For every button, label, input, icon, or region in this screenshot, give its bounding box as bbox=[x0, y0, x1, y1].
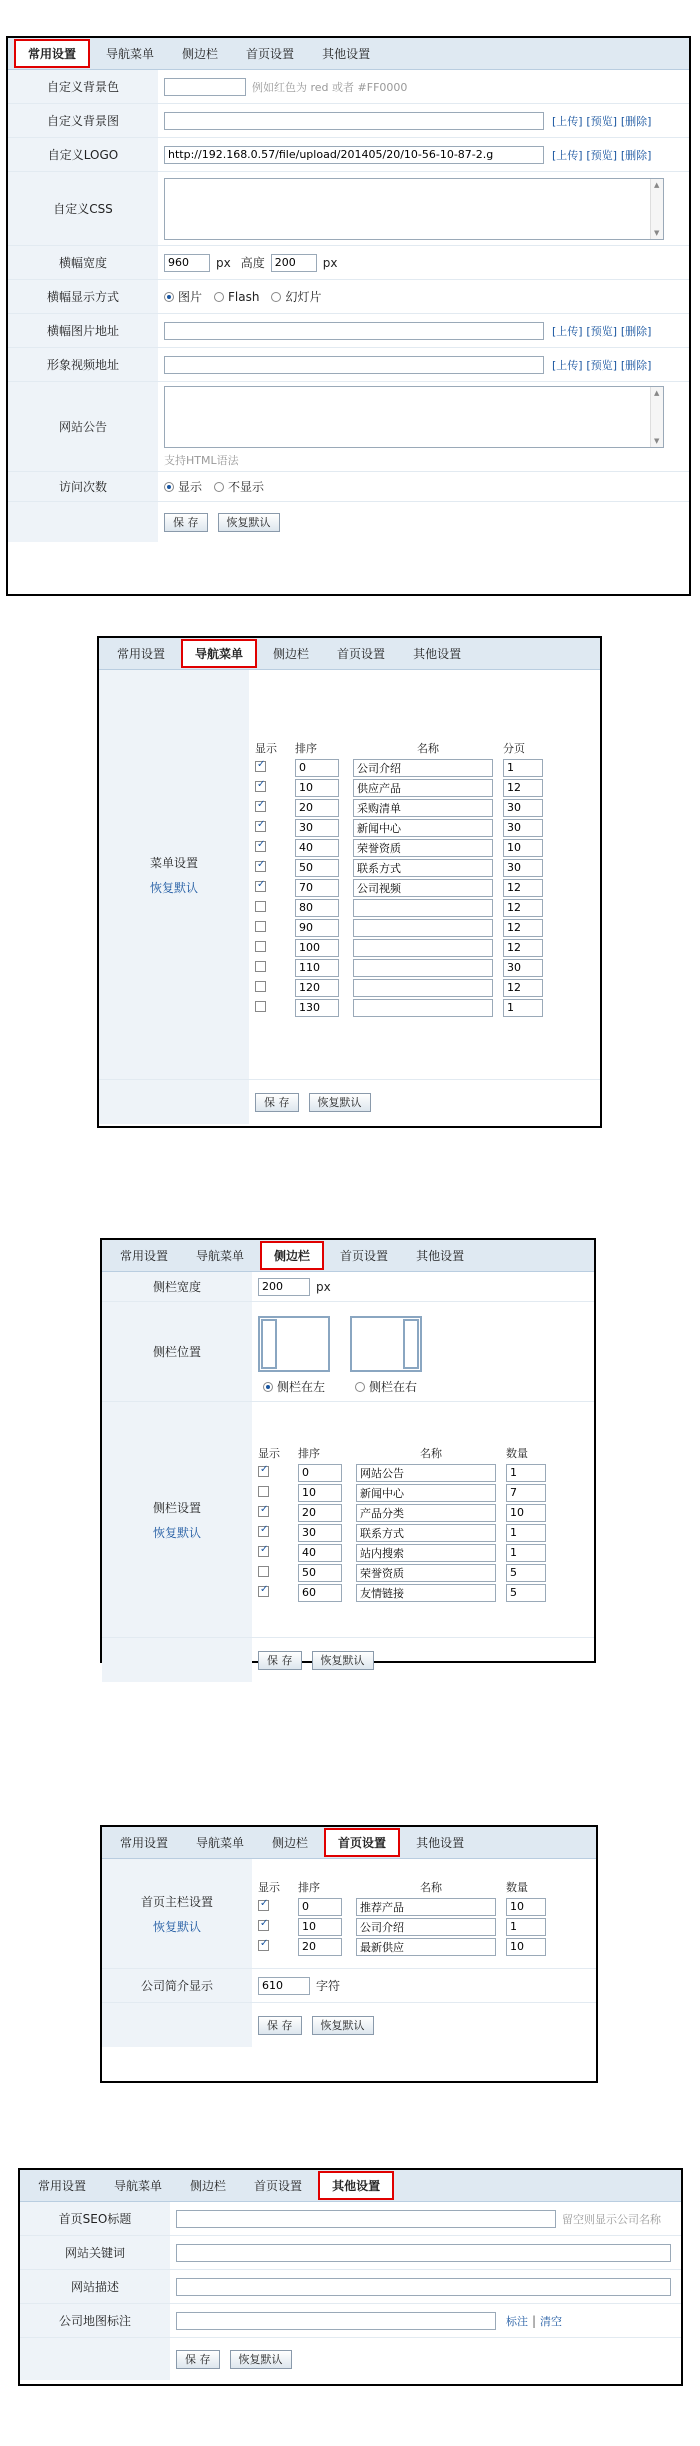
logo-input[interactable] bbox=[164, 146, 544, 164]
bg-color-input[interactable] bbox=[164, 78, 246, 96]
save-button[interactable]: 保 存 bbox=[176, 2350, 220, 2369]
logo-label: 自定义LOGO bbox=[8, 138, 158, 171]
row-seo-title bbox=[20, 2202, 681, 2236]
table-row bbox=[255, 978, 553, 998]
banner-width-label: 横幅宽度 bbox=[8, 246, 158, 279]
name-input[interactable] bbox=[356, 1544, 496, 1562]
tab-nav[interactable]: 导航菜单 bbox=[196, 1836, 245, 1850]
page-input[interactable] bbox=[503, 819, 543, 837]
table-row bbox=[258, 1937, 556, 1957]
home-restore-link[interactable]: 恢复默认 bbox=[152, 1919, 201, 1934]
row-banner-mode bbox=[8, 280, 689, 314]
seo-title-label: 首页SEO标题 bbox=[20, 2202, 170, 2235]
num-input[interactable] bbox=[506, 1524, 546, 1542]
row-notice bbox=[8, 382, 689, 472]
row-sidebar-width bbox=[102, 1272, 594, 1302]
name-input[interactable] bbox=[356, 1584, 496, 1602]
layout-left-sidebar-icon[interactable] bbox=[258, 1316, 330, 1372]
row-map bbox=[20, 2304, 681, 2338]
table-row bbox=[255, 938, 553, 958]
order-input[interactable] bbox=[295, 939, 339, 957]
tab-sidebar[interactable]: 侧边栏 bbox=[260, 1241, 324, 1270]
name-input[interactable] bbox=[356, 1464, 496, 1482]
col-order: 排序 bbox=[298, 1446, 320, 1460]
num-input[interactable] bbox=[506, 1464, 546, 1482]
name-input[interactable] bbox=[353, 939, 493, 957]
show-checkbox[interactable] bbox=[255, 901, 266, 912]
tab-nav[interactable]: 导航菜单 bbox=[181, 639, 257, 668]
row-css bbox=[8, 172, 689, 246]
row-bg-image bbox=[8, 104, 689, 138]
col-show: 显示 bbox=[258, 1880, 280, 1894]
bg-image-delete-link[interactable]: [删除] bbox=[620, 114, 652, 128]
intro-unit: 字符 bbox=[316, 1979, 341, 1993]
order-input[interactable] bbox=[298, 1898, 342, 1916]
restore-default-button[interactable]: 恢复默认 bbox=[230, 2350, 292, 2369]
num-input[interactable] bbox=[506, 1544, 546, 1562]
banner-url-label: 横幅图片地址 bbox=[8, 314, 158, 347]
page-input[interactable] bbox=[503, 879, 543, 897]
row-actions bbox=[8, 502, 689, 542]
tab-nav[interactable]: 导航菜单 bbox=[114, 2179, 163, 2193]
order-input[interactable] bbox=[295, 799, 339, 817]
tab-home[interactable]: 首页设置 bbox=[340, 1249, 389, 1263]
table-row bbox=[258, 1523, 556, 1543]
tab-bar bbox=[8, 38, 689, 70]
layout-right-sidebar-icon[interactable] bbox=[350, 1316, 422, 1372]
radio-empty-icon bbox=[214, 482, 224, 492]
name-input[interactable] bbox=[356, 1524, 496, 1542]
notice-textarea[interactable] bbox=[164, 386, 664, 448]
show-checkbox[interactable] bbox=[255, 941, 266, 952]
tab-other[interactable]: 其他设置 bbox=[318, 2171, 394, 2200]
restore-default-button[interactable]: 恢复默认 bbox=[312, 1651, 374, 1670]
tab-home[interactable]: 首页设置 bbox=[246, 47, 295, 61]
radio-empty-icon bbox=[271, 292, 281, 302]
video-delete-link[interactable]: [删除] bbox=[620, 358, 652, 372]
tab-common[interactable]: 常用设置 bbox=[14, 39, 90, 68]
radio-empty-icon bbox=[214, 292, 224, 302]
radio-selected-icon bbox=[263, 1382, 273, 1392]
map-label: 公司地图标注 bbox=[20, 2304, 170, 2337]
tab-nav[interactable]: 导航菜单 bbox=[196, 1249, 245, 1263]
menu-settings-label: 菜单设置 bbox=[149, 855, 198, 870]
restore-default-button[interactable]: 恢复默认 bbox=[312, 2016, 374, 2035]
num-input[interactable] bbox=[506, 1484, 546, 1502]
row-home-main bbox=[102, 1859, 596, 1969]
show-checkbox[interactable] bbox=[255, 881, 266, 892]
show-checkbox[interactable] bbox=[255, 861, 266, 872]
table-row bbox=[258, 1503, 556, 1523]
table-row bbox=[255, 798, 553, 818]
tab-home[interactable]: 首页设置 bbox=[254, 2179, 303, 2193]
show-checkbox[interactable] bbox=[255, 821, 266, 832]
banner-height-unit: px bbox=[322, 255, 338, 270]
sidebar-restore-link[interactable]: 恢复默认 bbox=[152, 1525, 201, 1540]
bg-color-label: 自定义背景色 bbox=[8, 70, 158, 103]
visits-hide-radio[interactable]: 不显示 bbox=[214, 478, 264, 495]
name-input[interactable] bbox=[353, 759, 493, 777]
map-separator: | bbox=[532, 2313, 537, 2328]
table-row bbox=[258, 1563, 556, 1583]
page-input[interactable] bbox=[503, 839, 543, 857]
row-keywords bbox=[20, 2236, 681, 2270]
video-url-input[interactable] bbox=[164, 356, 544, 374]
name-input[interactable] bbox=[353, 819, 493, 837]
order-input[interactable] bbox=[295, 999, 339, 1017]
tab-common[interactable]: 常用设置 bbox=[38, 2179, 87, 2193]
banner-url-input[interactable] bbox=[164, 322, 544, 340]
banner-height-input[interactable] bbox=[271, 254, 317, 272]
name-input[interactable] bbox=[353, 799, 493, 817]
notice-textarea-scrollbar[interactable]: ▲ ▼ bbox=[650, 387, 663, 447]
banner-height-label: 高度 bbox=[240, 256, 265, 270]
show-checkbox[interactable] bbox=[258, 1526, 269, 1537]
logo-preview-link[interactable]: [预览] bbox=[586, 148, 618, 162]
map-mark-link[interactable]: 标注 bbox=[506, 2314, 528, 2328]
order-input[interactable] bbox=[298, 1918, 342, 1936]
name-input[interactable] bbox=[353, 899, 493, 917]
show-checkbox[interactable] bbox=[258, 1506, 269, 1517]
col-num: 数量 bbox=[506, 1446, 528, 1460]
col-name: 名称 bbox=[417, 741, 439, 755]
table-row bbox=[258, 1917, 556, 1937]
home-main-label: 首页主栏设置 bbox=[140, 1894, 213, 1909]
name-input[interactable] bbox=[356, 1938, 496, 1956]
description-input[interactable] bbox=[176, 2278, 671, 2296]
table-row bbox=[255, 818, 553, 838]
table-row bbox=[255, 838, 553, 858]
table-row bbox=[255, 998, 553, 1018]
col-order: 排序 bbox=[298, 1880, 320, 1894]
order-input[interactable] bbox=[295, 899, 339, 917]
map-input[interactable] bbox=[176, 2312, 496, 2330]
sidebar-panel bbox=[100, 1238, 596, 1667]
bg-image-upload-link[interactable]: [上传] bbox=[552, 114, 583, 128]
tab-bar bbox=[20, 2170, 681, 2202]
order-input[interactable] bbox=[298, 1544, 342, 1562]
menu-restore-link[interactable]: 恢复默认 bbox=[149, 880, 198, 895]
save-button[interactable]: 保 存 bbox=[258, 1651, 302, 1670]
table-row bbox=[258, 1897, 556, 1917]
tab-common[interactable]: 常用设置 bbox=[120, 1836, 169, 1850]
sidebar-width-input[interactable] bbox=[258, 1278, 310, 1296]
sidebar-settings-label: 侧栏设置 bbox=[152, 1500, 201, 1515]
row-intro bbox=[102, 1969, 596, 2003]
page-input[interactable] bbox=[503, 999, 543, 1017]
show-checkbox[interactable] bbox=[258, 1546, 269, 1557]
show-checkbox[interactable] bbox=[255, 761, 266, 772]
video-url-label: 形象视频地址 bbox=[8, 348, 158, 381]
col-show: 显示 bbox=[258, 1446, 280, 1460]
col-num: 数量 bbox=[506, 1880, 528, 1894]
show-checkbox[interactable] bbox=[255, 921, 266, 932]
order-input[interactable] bbox=[295, 859, 339, 877]
map-clear-link[interactable]: 清空 bbox=[540, 2314, 563, 2328]
banner-preview-link[interactable]: [预览] bbox=[586, 324, 618, 338]
name-input[interactable] bbox=[353, 839, 493, 857]
order-input[interactable] bbox=[295, 759, 339, 777]
tab-nav[interactable]: 导航菜单 bbox=[106, 47, 155, 61]
css-label: 自定义CSS bbox=[8, 172, 158, 245]
tab-home[interactable]: 首页设置 bbox=[337, 647, 386, 661]
radio-empty-icon bbox=[355, 1382, 365, 1392]
table-row bbox=[258, 1543, 556, 1563]
name-input[interactable] bbox=[356, 1484, 496, 1502]
radio-selected-icon bbox=[164, 292, 174, 302]
table-row bbox=[255, 858, 553, 878]
row-actions bbox=[102, 1638, 594, 1682]
name-input[interactable] bbox=[353, 779, 493, 797]
css-textarea[interactable] bbox=[164, 178, 664, 240]
col-name: 名称 bbox=[420, 1446, 442, 1460]
radio-selected-icon bbox=[164, 482, 174, 492]
tab-other[interactable]: 其他设置 bbox=[413, 647, 462, 661]
order-input[interactable] bbox=[295, 979, 339, 997]
table-row bbox=[255, 958, 553, 978]
name-input[interactable] bbox=[356, 1918, 496, 1936]
num-input[interactable] bbox=[506, 1918, 546, 1936]
order-input[interactable] bbox=[295, 959, 339, 977]
tab-bar bbox=[102, 1827, 596, 1859]
save-button[interactable]: 保 存 bbox=[255, 1093, 299, 1112]
row-sidebar-settings bbox=[102, 1402, 594, 1638]
page-input[interactable] bbox=[503, 959, 543, 977]
logo-upload-link[interactable]: [上传] bbox=[552, 148, 583, 162]
restore-default-button[interactable]: 恢复默认 bbox=[218, 513, 280, 532]
row-actions bbox=[20, 2338, 681, 2380]
save-button[interactable]: 保 存 bbox=[164, 513, 208, 532]
show-checkbox[interactable] bbox=[258, 1466, 269, 1477]
tab-bar bbox=[102, 1240, 594, 1272]
home-table bbox=[258, 1877, 556, 1957]
save-button[interactable]: 保 存 bbox=[258, 2016, 302, 2035]
table-row bbox=[258, 1463, 556, 1483]
table-row bbox=[255, 918, 553, 938]
sidebar-left-radio[interactable]: 侧栏在左 bbox=[263, 1378, 325, 1395]
name-input[interactable] bbox=[356, 1898, 496, 1916]
show-checkbox[interactable] bbox=[255, 981, 266, 992]
notice-hint: 支持HTML语法 bbox=[164, 453, 239, 467]
nav-menu-panel bbox=[97, 636, 602, 1128]
bg-image-label: 自定义背景图 bbox=[8, 104, 158, 137]
video-preview-link[interactable]: [预览] bbox=[586, 358, 618, 372]
show-checkbox[interactable] bbox=[255, 781, 266, 792]
tab-bar bbox=[99, 638, 600, 670]
intro-label: 公司简介显示 bbox=[102, 1969, 252, 2002]
tab-other[interactable]: 其他设置 bbox=[416, 1249, 465, 1263]
col-show: 显示 bbox=[255, 741, 277, 755]
name-input[interactable] bbox=[353, 999, 493, 1017]
num-input[interactable] bbox=[506, 1564, 546, 1582]
menu-table bbox=[255, 738, 553, 1018]
banner-mode-label: 横幅显示方式 bbox=[8, 280, 158, 313]
tab-common[interactable]: 常用设置 bbox=[117, 647, 166, 661]
order-input[interactable] bbox=[298, 1584, 342, 1602]
seo-title-input[interactable] bbox=[176, 2210, 556, 2228]
video-upload-link[interactable]: [上传] bbox=[552, 358, 583, 372]
table-row bbox=[258, 1483, 556, 1503]
order-input[interactable] bbox=[295, 839, 339, 857]
order-input[interactable] bbox=[295, 919, 339, 937]
page-input[interactable] bbox=[503, 979, 543, 997]
order-input[interactable] bbox=[298, 1938, 342, 1956]
common-settings-panel bbox=[6, 36, 691, 596]
num-input[interactable] bbox=[506, 1898, 546, 1916]
row-sidebar-position bbox=[102, 1302, 594, 1402]
row-logo bbox=[8, 138, 689, 172]
num-input[interactable] bbox=[506, 1584, 546, 1602]
notice-label: 网站公告 bbox=[8, 382, 158, 471]
page-input[interactable] bbox=[503, 859, 543, 877]
col-name: 名称 bbox=[420, 1880, 442, 1894]
restore-default-button[interactable]: 恢复默认 bbox=[309, 1093, 371, 1112]
page-input[interactable] bbox=[503, 759, 543, 777]
order-input[interactable] bbox=[295, 819, 339, 837]
show-checkbox[interactable] bbox=[258, 1486, 269, 1497]
row-banner-url bbox=[8, 314, 689, 348]
keywords-input[interactable] bbox=[176, 2244, 671, 2262]
sidebar-width-label: 侧栏宽度 bbox=[102, 1272, 252, 1301]
table-row bbox=[255, 898, 553, 918]
css-textarea-scrollbar[interactable]: ▲ ▼ bbox=[650, 179, 663, 239]
name-input[interactable] bbox=[356, 1504, 496, 1522]
table-row bbox=[255, 758, 553, 778]
other-settings-panel bbox=[18, 2168, 683, 2386]
intro-input[interactable] bbox=[258, 1977, 310, 1995]
sidebar-position-label: 侧栏位置 bbox=[102, 1302, 252, 1401]
sidebar-width-unit: px bbox=[316, 1279, 331, 1294]
tab-sidebar[interactable]: 侧边栏 bbox=[190, 2179, 227, 2193]
table-row bbox=[255, 878, 553, 898]
col-order: 排序 bbox=[295, 741, 317, 755]
name-input[interactable] bbox=[353, 919, 493, 937]
seo-title-hint: 留空则显示公司名称 bbox=[562, 2212, 661, 2226]
logo-delete-link[interactable]: [删除] bbox=[620, 148, 652, 162]
table-row bbox=[255, 778, 553, 798]
show-checkbox[interactable] bbox=[258, 1566, 269, 1577]
row-actions bbox=[102, 2003, 596, 2047]
sidebar-table bbox=[258, 1443, 556, 1603]
show-checkbox[interactable] bbox=[258, 1940, 269, 1951]
banner-width-input[interactable] bbox=[164, 254, 210, 272]
name-input[interactable] bbox=[353, 859, 493, 877]
show-checkbox[interactable] bbox=[258, 1586, 269, 1597]
order-input[interactable] bbox=[298, 1484, 342, 1502]
home-settings-panel bbox=[100, 1825, 598, 2083]
row-menu-settings bbox=[99, 670, 600, 1080]
show-checkbox[interactable] bbox=[258, 1900, 269, 1911]
order-input[interactable] bbox=[298, 1504, 342, 1522]
name-input[interactable] bbox=[353, 979, 493, 997]
tab-other[interactable]: 其他设置 bbox=[416, 1836, 465, 1850]
row-banner-size bbox=[8, 246, 689, 280]
name-input[interactable] bbox=[353, 879, 493, 897]
banner-mode-slides-radio[interactable]: 幻灯片 bbox=[271, 288, 321, 305]
sidebar-right-radio[interactable]: 侧栏在右 bbox=[355, 1378, 417, 1395]
tab-sidebar[interactable]: 侧边栏 bbox=[273, 647, 310, 661]
show-checkbox[interactable] bbox=[255, 841, 266, 852]
show-checkbox[interactable] bbox=[255, 801, 266, 812]
bg-color-hint: 例如红色为 red 或者 #FF0000 bbox=[252, 80, 408, 94]
order-input[interactable] bbox=[298, 1524, 342, 1542]
show-checkbox[interactable] bbox=[255, 1001, 266, 1012]
bg-image-preview-link[interactable]: [预览] bbox=[586, 114, 618, 128]
order-input[interactable] bbox=[295, 879, 339, 897]
show-checkbox[interactable] bbox=[255, 961, 266, 972]
page-input[interactable] bbox=[503, 939, 543, 957]
num-input[interactable] bbox=[506, 1504, 546, 1522]
name-input[interactable] bbox=[356, 1564, 496, 1582]
num-input[interactable] bbox=[506, 1938, 546, 1956]
bg-image-input[interactable] bbox=[164, 112, 544, 130]
row-description bbox=[20, 2270, 681, 2304]
tab-home[interactable]: 首页设置 bbox=[324, 1828, 400, 1857]
tab-sidebar[interactable]: 侧边栏 bbox=[182, 47, 219, 61]
visits-show-radio[interactable]: 显示 bbox=[164, 478, 202, 495]
page-input[interactable] bbox=[503, 799, 543, 817]
row-video-url bbox=[8, 348, 689, 382]
row-visits bbox=[8, 472, 689, 502]
tab-other[interactable]: 其他设置 bbox=[322, 47, 371, 61]
banner-mode-image-radio[interactable]: 图片 bbox=[164, 288, 202, 305]
banner-delete-link[interactable]: [删除] bbox=[620, 324, 652, 338]
row-bg-color bbox=[8, 70, 689, 104]
col-page: 分页 bbox=[503, 741, 525, 755]
tab-sidebar[interactable]: 侧边栏 bbox=[272, 1836, 309, 1850]
tab-common[interactable]: 常用设置 bbox=[120, 1249, 169, 1263]
show-checkbox[interactable] bbox=[258, 1920, 269, 1931]
page-input[interactable] bbox=[503, 899, 543, 917]
order-input[interactable] bbox=[298, 1464, 342, 1482]
banner-width-unit: px bbox=[216, 255, 231, 270]
order-input[interactable] bbox=[298, 1564, 342, 1582]
table-row bbox=[258, 1583, 556, 1603]
page-input[interactable] bbox=[503, 779, 543, 797]
description-label: 网站描述 bbox=[20, 2270, 170, 2303]
row-actions bbox=[99, 1080, 600, 1124]
banner-upload-link[interactable]: [上传] bbox=[552, 324, 583, 338]
page-input[interactable] bbox=[503, 919, 543, 937]
name-input[interactable] bbox=[353, 959, 493, 977]
order-input[interactable] bbox=[295, 779, 339, 797]
visits-label: 访问次数 bbox=[8, 472, 158, 501]
keywords-label: 网站关键词 bbox=[20, 2236, 170, 2269]
banner-mode-flash-radio[interactable]: Flash bbox=[214, 290, 259, 304]
